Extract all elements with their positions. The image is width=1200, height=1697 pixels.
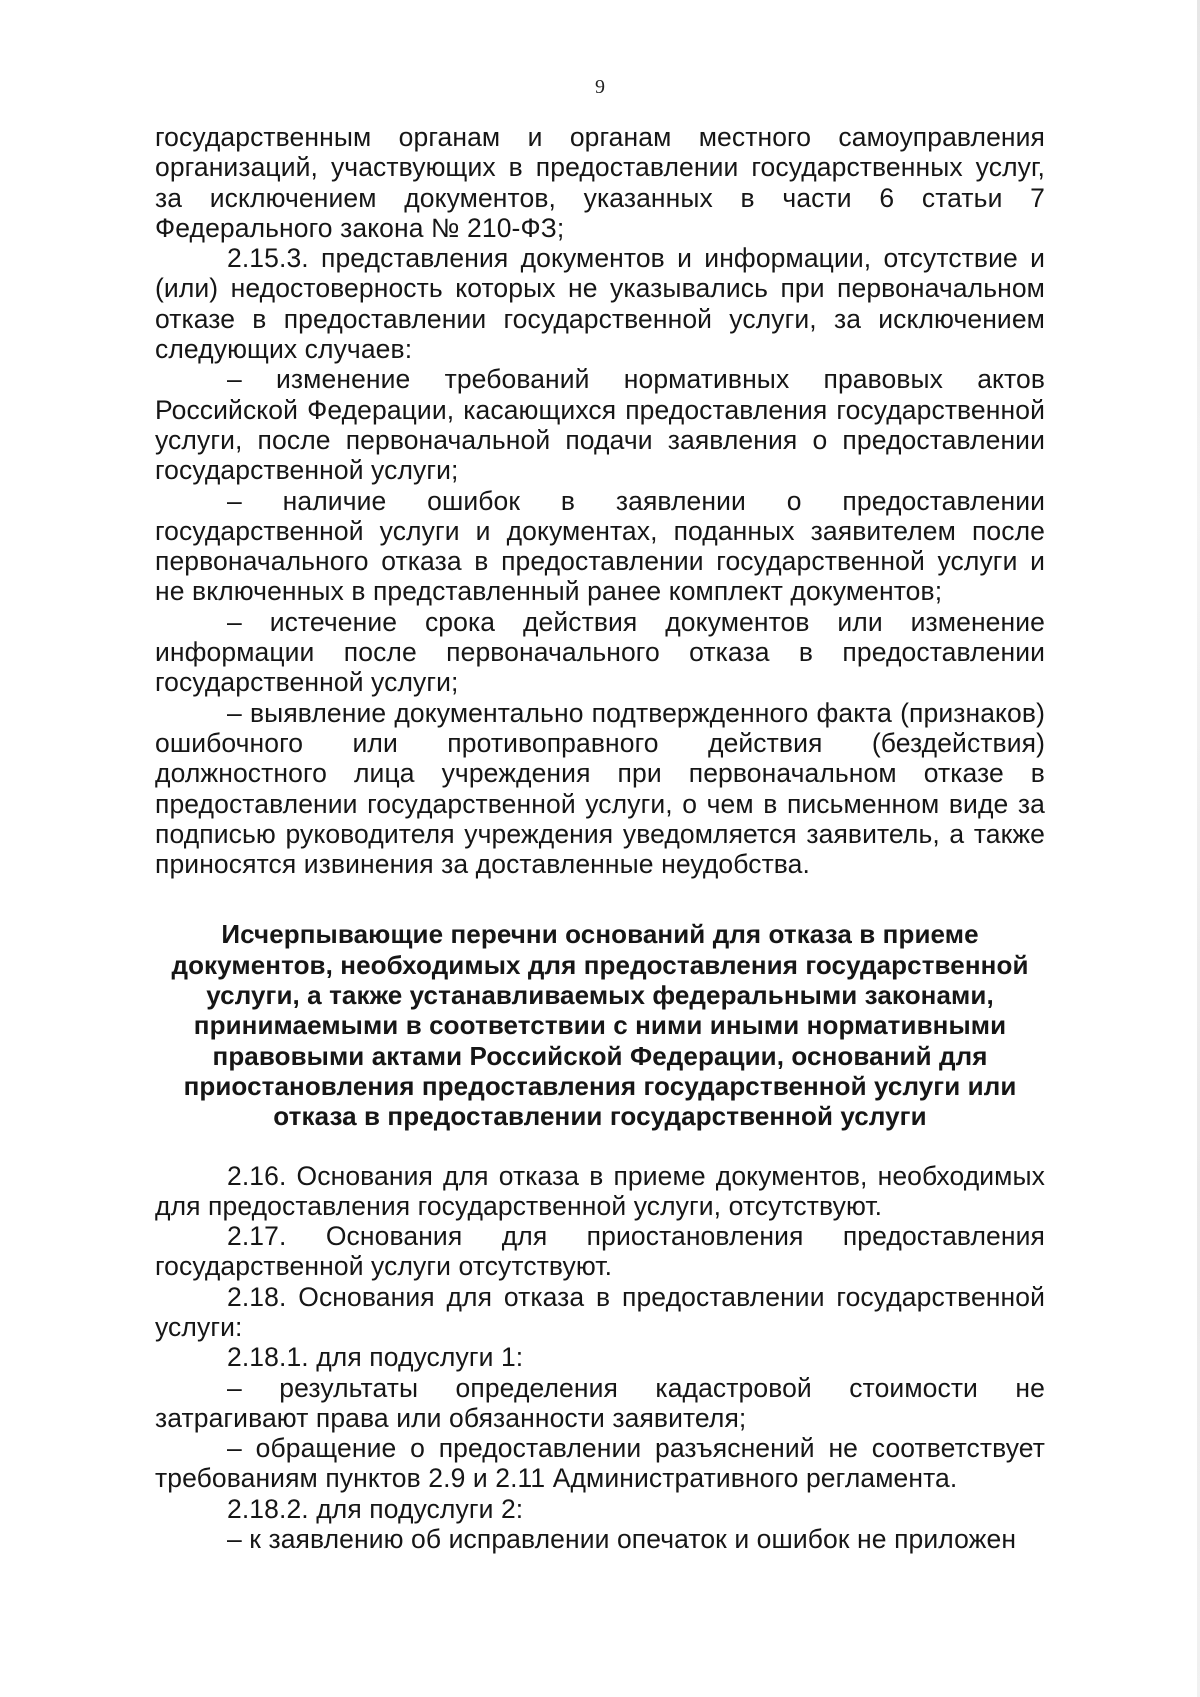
paragraph: 2.17. Основания для приостановления предоставления государственной услуги отсутствуют. (155, 1221, 1045, 1282)
paragraph: 2.18. Основания для отказа в предоставлении государственной услуги: (155, 1281, 1045, 1342)
paragraph: 2.18.2. для подуслуги 2: (227, 1493, 524, 1524)
list-item: – к заявлению об исправлении опечаток и ошибок не приложен (227, 1524, 1017, 1555)
paragraph: 2.15.3. представления документов и информации, отсутствие и (или) недостоверность которых не указывались при первоначальном отказе в предоставлении государственной услуги, за исключением следующих случаев: (155, 243, 1045, 365)
list-item: – изменение требований нормативных правовых актов Российской Федерации, касающихся предоставления государственной услуги, после первоначальной подачи заявления о предоставлении государственной услуги; (155, 364, 1045, 486)
page-number: 9 (595, 76, 605, 98)
list-item: – истечение срока действия документов или изменение информации после первоначального отказа в предоставлении государственной услуги; (155, 606, 1045, 698)
paragraph: 2.18.1. для подуслуги 1: (227, 1342, 524, 1373)
section-heading: Исчерпывающие перечни оснований для отказа в приеме документов, необходимых для предоставления государственной услуги, а также устанавливаемых федеральными законами, принимаемыми в соответствии с ними иными нормативными правовыми актами Российской Федерации, оснований для приостановления предоставления государственной услуги или отказа в предоставлении государственной услуги (171, 919, 1029, 1132)
list-item: – обращение о предоставлении разъяснений не соответствует требованиям пунктов 2.9 и 2.11 Административного регламента. (155, 1433, 1045, 1494)
list-item: – наличие ошибок в заявлении о предоставлении государственной услуги и документах, поданных заявителем после первоначального отказа в предоставлении государственной услуги и не включенных в представленный ранее комплект документов; (155, 485, 1045, 607)
document-body (155, 122, 1045, 1554)
list-item: – выявление документально подтвержденного факта (признаков) ошибочного или противоправного действия (бездействия) должностного лица учреждения при первоначальном отказе в предоставлении государственной услуги, о чем в письменном виде за подписью руководителя учреждения уведомляется заявитель, а также приносятся извинения за доставленные неудобства. (155, 697, 1045, 880)
paragraph: государственным органам и органам местного самоуправления организаций, участвующих в предоставлении государственных услуг, за исключением документов, указанных в части 6 статьи 7 Федерального закона № 210-ФЗ; (155, 122, 1045, 243)
list-item: – результаты определения кадастровой стоимости не затрагивают права или обязанности заявителя; (155, 1372, 1045, 1433)
paragraph: 2.16. Основания для отказа в приеме документов, необходимых для предоставления государственной услуги, отсутствуют. (155, 1160, 1045, 1221)
